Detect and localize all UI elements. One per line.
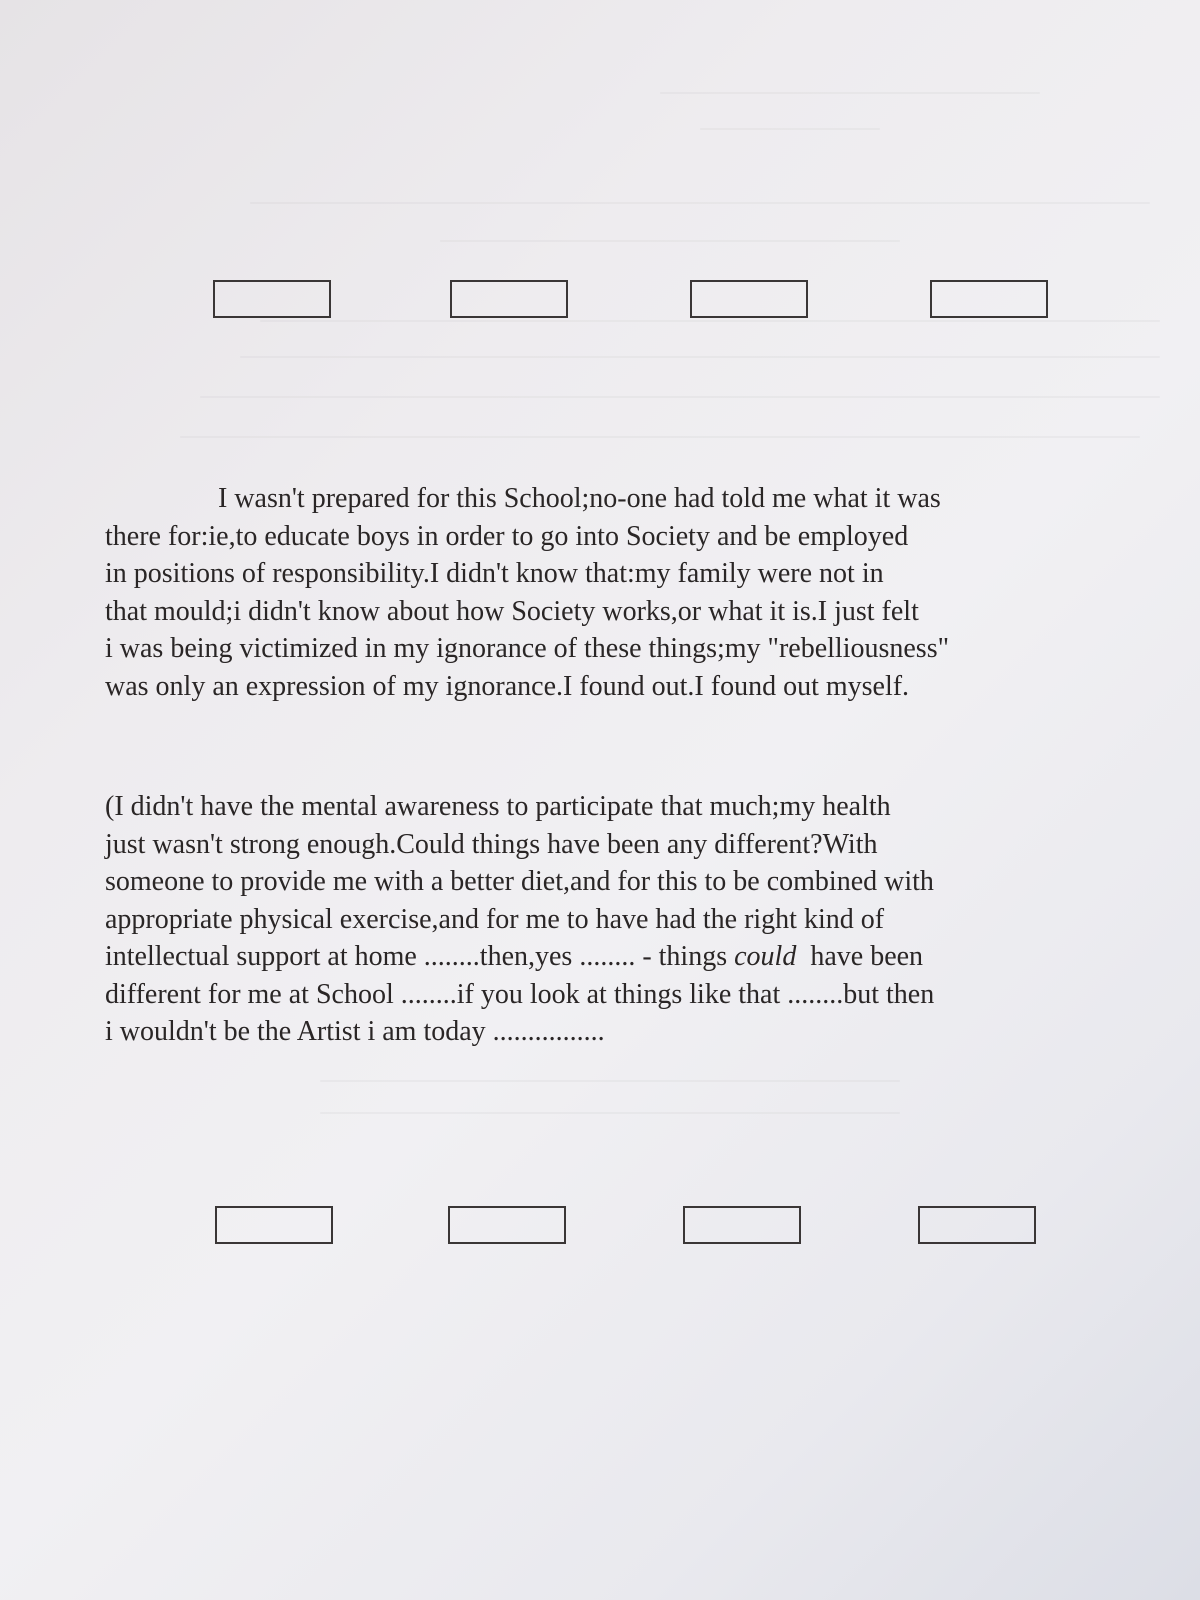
empty-box bbox=[448, 1206, 566, 1244]
paragraph-mental-awareness bbox=[105, 788, 1105, 1051]
empty-box bbox=[213, 280, 331, 318]
empty-box bbox=[215, 1206, 333, 1244]
text-line: different for me at School ........if you look at things like that ........but then bbox=[105, 978, 935, 1010]
text-line: (I didn't have the mental awareness to participate that much;my health bbox=[105, 791, 891, 822]
text-line: was only an expression of my ignorance.I found out.I found out myself. bbox=[105, 670, 910, 702]
text-line: i was being victimized in my ignorance of these things;my "rebelliousness" bbox=[105, 633, 950, 664]
text-line: that mould;i didn't know about how Society works,or what it is.I just felt bbox=[105, 595, 919, 627]
text-line: there for:ie,to educate boys in order to go into Society and be employed bbox=[105, 520, 909, 552]
text-line bbox=[105, 938, 1105, 976]
italic-word: could bbox=[734, 941, 797, 972]
text-line: someone to provide me with a better diet,and for this to be combined with bbox=[105, 866, 934, 897]
empty-box bbox=[450, 280, 568, 318]
text-line: i wouldn't be the Artist i am today ................ bbox=[105, 1016, 605, 1047]
empty-box bbox=[918, 1206, 1036, 1244]
empty-box-row-bottom bbox=[0, 1206, 1200, 1248]
text-line: in positions of responsibility.I didn't know that:my family were not in bbox=[105, 558, 884, 589]
empty-box-row-top bbox=[0, 280, 1200, 322]
text-segment: have been bbox=[796, 941, 924, 972]
empty-box bbox=[930, 280, 1048, 318]
paragraph-school-preparation bbox=[105, 480, 1105, 705]
text-line: appropriate physical exercise,and for me to have had the right kind of bbox=[105, 903, 885, 935]
empty-box bbox=[690, 280, 808, 318]
text-line: just wasn't strong enough.Could things have been any different?With bbox=[105, 828, 878, 860]
empty-box bbox=[683, 1206, 801, 1244]
text-segment: intellectual support at home ........then,yes ........ - things bbox=[105, 941, 735, 972]
text-line: I wasn't prepared for this School;no-one had told me what it was bbox=[218, 483, 941, 514]
